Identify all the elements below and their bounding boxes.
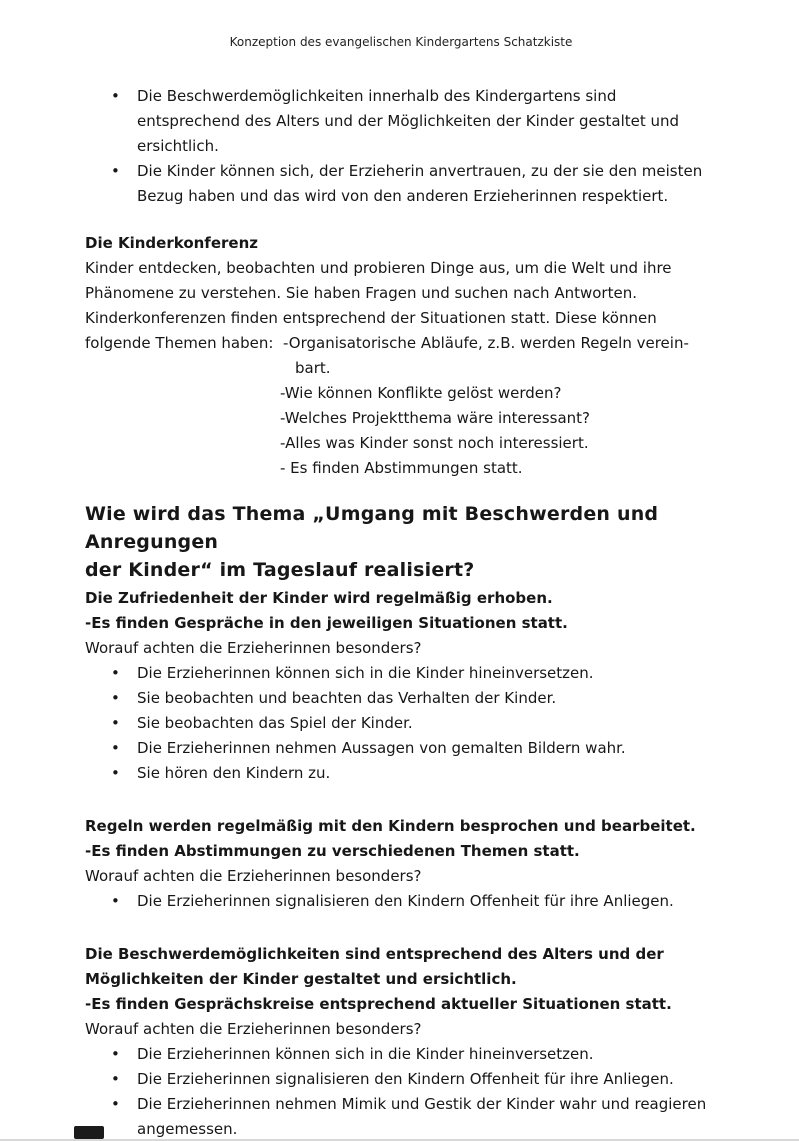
intro-bullet-item: • Die Kinder können sich, der Erzieherin anvertrauen, zu der sie den meisten Bezug haben und das wird von den anderen Erzieherinnen respektiert. <box>111 159 717 209</box>
block-bullet-list <box>85 1042 717 1141</box>
block-bold-line: -Es finden Abstimmungen zu verschiedenen Themen statt. <box>85 842 580 860</box>
topic-block-zufriedenheit <box>85 586 717 786</box>
dash-item: -Welches Projektthema wäre interessant? <box>280 409 590 427</box>
topic-block-beschwerdemoeglichkeiten <box>85 942 717 1141</box>
bullet-item: • Die Erzieherinnen signalisieren den Kindern Offenheit für ihre Anliegen. <box>111 1067 717 1092</box>
dash-item: -Alles was Kinder sonst noch interessiert. <box>280 434 589 452</box>
paragraph-line: Kinder entdecken, beobachten und probieren Dinge aus, um die Welt und ihre <box>85 259 672 277</box>
paragraph-line: Phänomene zu verstehen. Sie haben Fragen und suchen nach Antworten. <box>85 284 637 302</box>
kinderkonferenz-topic-list <box>280 381 717 481</box>
block-bold-line: Die Beschwerdemöglichkeiten sind entsprechend des Alters und der Möglichkeiten der Kinder gestaltet und ersichtlich. <box>85 945 664 988</box>
question-line: Worauf achten die Erzieherinnen besonders? <box>85 639 422 657</box>
main-heading-line1: Wie wird das Thema „Umgang mit Beschwerden und Anregungen <box>85 503 659 553</box>
intro-bullet-list <box>85 84 717 209</box>
block-bullet-list <box>85 889 717 914</box>
bullet-item: • Die Erzieherinnen können sich in die Kinder hineinversetzen. <box>111 661 717 686</box>
bullet-item: • Die Erzieherinnen nehmen Aussagen von gemalten Bildern wahr. <box>111 736 717 761</box>
dash-item: - Es finden Abstimmungen statt. <box>280 459 523 477</box>
bullet-item: • Die Erzieherinnen können sich in die Kinder hineinversetzen. <box>111 1042 717 1067</box>
main-heading-line2: der Kinder“ im Tageslauf realisiert? <box>85 559 475 581</box>
bullet-item: • Die Erzieherinnen signalisieren den Kindern Offenheit für ihre Anliegen. <box>111 889 717 914</box>
page-header-title: Konzeption des evangelischen Kindergartens Schatzkiste <box>229 35 573 49</box>
dash-item: -Wie können Konflikte gelöst werden? <box>280 384 562 402</box>
paragraph-continuation: bart. <box>295 359 331 377</box>
block-bold-line: Die Zufriedenheit der Kinder wird regelmäßig erhoben. <box>85 589 553 607</box>
kinderkonferenz-paragraph <box>85 256 717 381</box>
intro-bullet-item: • Die Beschwerdemöglichkeiten innerhalb des Kindergartens sind entsprechend des Alters und der Möglichkeiten der Kinder gestaltet und ersichtlich. <box>111 84 717 159</box>
block-bold-line: Regeln werden regelmäßig mit den Kindern besprochen und bearbeitet. <box>85 817 696 835</box>
bullet-item: • Die Erzieherinnen nehmen Mimik und Gestik der Kinder wahr und reagieren angemessen. <box>111 1092 717 1141</box>
question-line: Worauf achten die Erzieherinnen besonders? <box>85 867 422 885</box>
bullet-item: • Sie hören den Kindern zu. <box>111 761 717 786</box>
block-bold-line: -Es finden Gespräche in den jeweiligen Situationen statt. <box>85 614 568 632</box>
paragraph-line: folgende Themen haben: -Organisatorische Abläufe, z.B. werden Regeln verein- <box>85 334 689 352</box>
block-bold-line: -Es finden Gesprächskreise entsprechend aktueller Situationen statt. <box>85 995 672 1013</box>
scan-artifact-mark <box>74 1126 104 1139</box>
paragraph-line: Kinderkonferenzen finden entsprechend der Situationen statt. Diese können <box>85 309 657 327</box>
main-heading <box>85 500 717 584</box>
topic-block-regeln <box>85 814 717 914</box>
block-bullet-list <box>85 661 717 786</box>
kinderkonferenz-heading: Die Kinderkonferenz <box>85 234 258 252</box>
bullet-item: • Sie beobachten und beachten das Verhalten der Kinder. <box>111 686 717 711</box>
question-line: Worauf achten die Erzieherinnen besonders? <box>85 1020 422 1038</box>
bullet-item: • Sie beobachten das Spiel der Kinder. <box>111 711 717 736</box>
